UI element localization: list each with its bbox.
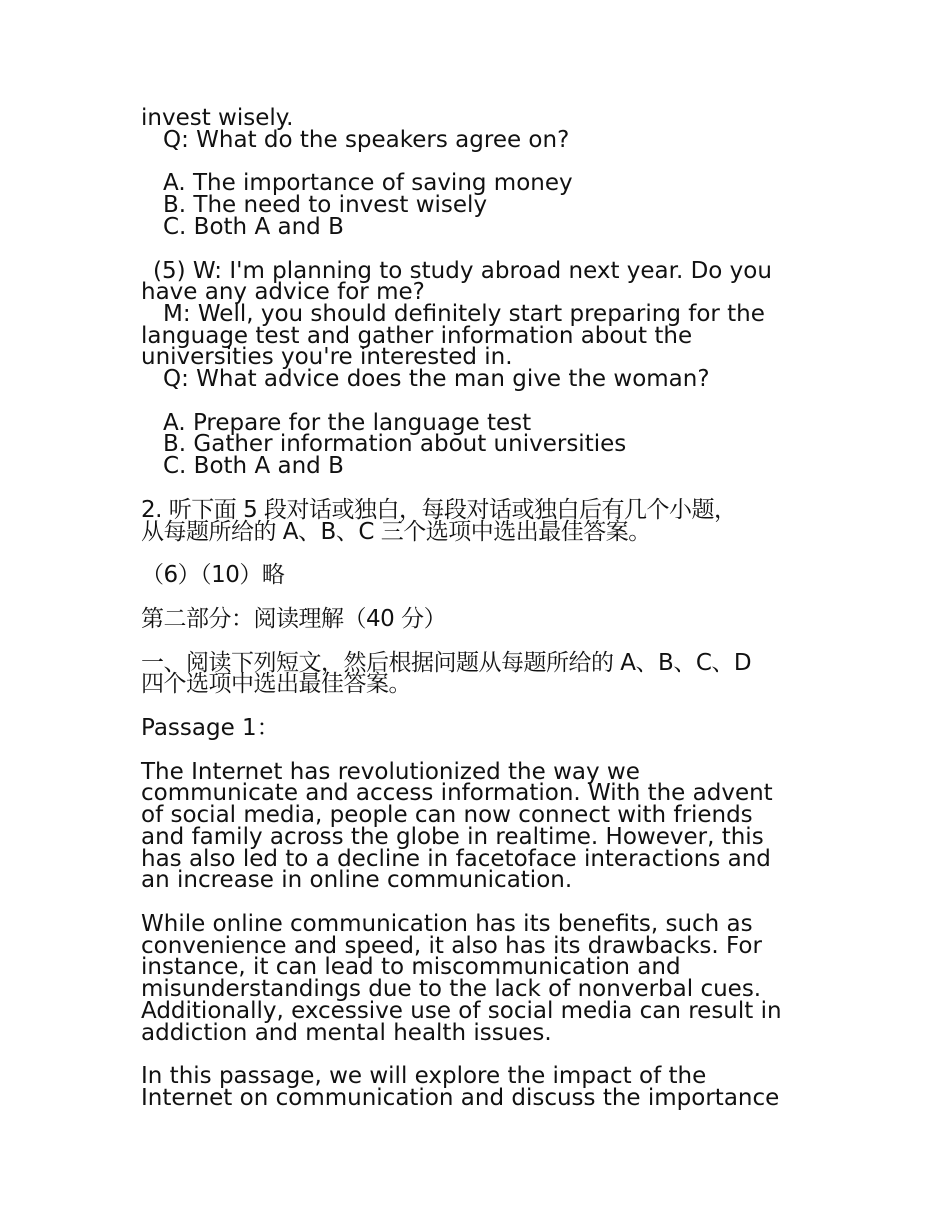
passage-line: Internet on communication and discuss the importance bbox=[141, 1084, 780, 1111]
passage-line: of social media, people can now connect with friends bbox=[141, 802, 753, 829]
q5-question: Q: What advice does the man give the woman? bbox=[163, 366, 710, 393]
q4-option-b: B. The need to invest wisely bbox=[163, 192, 488, 219]
q4-option-a: A. The importance of saving money bbox=[163, 170, 573, 197]
passage-label: Passage 1： bbox=[141, 715, 280, 742]
passage-line: misunderstandings due to the lack of nonverbal cues. bbox=[141, 976, 762, 1003]
passage-line: While online communication has its benefits, such as bbox=[141, 910, 753, 937]
passage-line: addiction and mental health issues. bbox=[141, 1019, 552, 1046]
reading-instruction-line-1: 一、阅读下列短文，然后根据问题从每题所给的 A、B、C、D bbox=[141, 649, 752, 676]
passage-line: and family across the globe in realtime. However, this bbox=[141, 823, 764, 850]
reading-instruction-line-2: 四个选项中选出最佳答案。 bbox=[141, 671, 411, 698]
q5-option-b: B. Gather information about universities bbox=[163, 431, 627, 458]
passage-line: instance, it can lead to miscommunication and bbox=[141, 954, 681, 981]
part2-title: 第二部分：阅读理解（40 分） bbox=[141, 605, 447, 632]
passage-line: communicate and access information. With the advent bbox=[141, 780, 773, 807]
q4-tail-text: invest wisely. bbox=[141, 105, 294, 131]
passage-paragraph-3 bbox=[141, 1063, 821, 1111]
q5-option-a: A. Prepare for the language test bbox=[163, 409, 532, 436]
passage-line: an increase in online communication. bbox=[141, 867, 573, 894]
passage-paragraph-1 bbox=[141, 758, 821, 894]
q5-man-line-1: M: Well, you should definitely start preparing for the bbox=[163, 300, 765, 327]
passage-line: The Internet has revolutionized the way we bbox=[141, 758, 640, 785]
skipped-items-note: （6）（10）略 bbox=[141, 562, 285, 589]
passage-line: In this passage, we will explore the impact of the bbox=[141, 1063, 707, 1090]
section2-instruction-line-2: 从每题所给的 A、B、C 三个选项中选出最佳答案。 bbox=[141, 518, 651, 545]
q5-woman-line-1: (5) W: I'm planning to study abroad next year. Do you bbox=[153, 257, 772, 284]
passage-paragraph-2 bbox=[141, 910, 821, 1046]
q4-option-c: C. Both A and B bbox=[163, 213, 344, 240]
passage-line: has also led to a decline in facetoface interactions and bbox=[141, 845, 771, 872]
q4-question: Q: What do the speakers agree on? bbox=[163, 126, 570, 153]
passage-line: convenience and speed, it also has its drawbacks. For bbox=[141, 932, 762, 959]
q5-man-line-2: language test and gather information about the bbox=[141, 322, 693, 349]
document-body bbox=[141, 105, 821, 1111]
q5-option-c: C. Both A and B bbox=[163, 453, 344, 480]
passage-line: Additionally, excessive use of social media can result in bbox=[141, 997, 782, 1024]
q5-woman-line-2: have any advice for me? bbox=[141, 279, 425, 306]
q5-man-line-3: universities you're interested in. bbox=[141, 344, 513, 371]
section2-instruction-line-1: 2. 听下面 5 段对话或独白，每段对话或独白后有几个小题， bbox=[141, 496, 737, 523]
